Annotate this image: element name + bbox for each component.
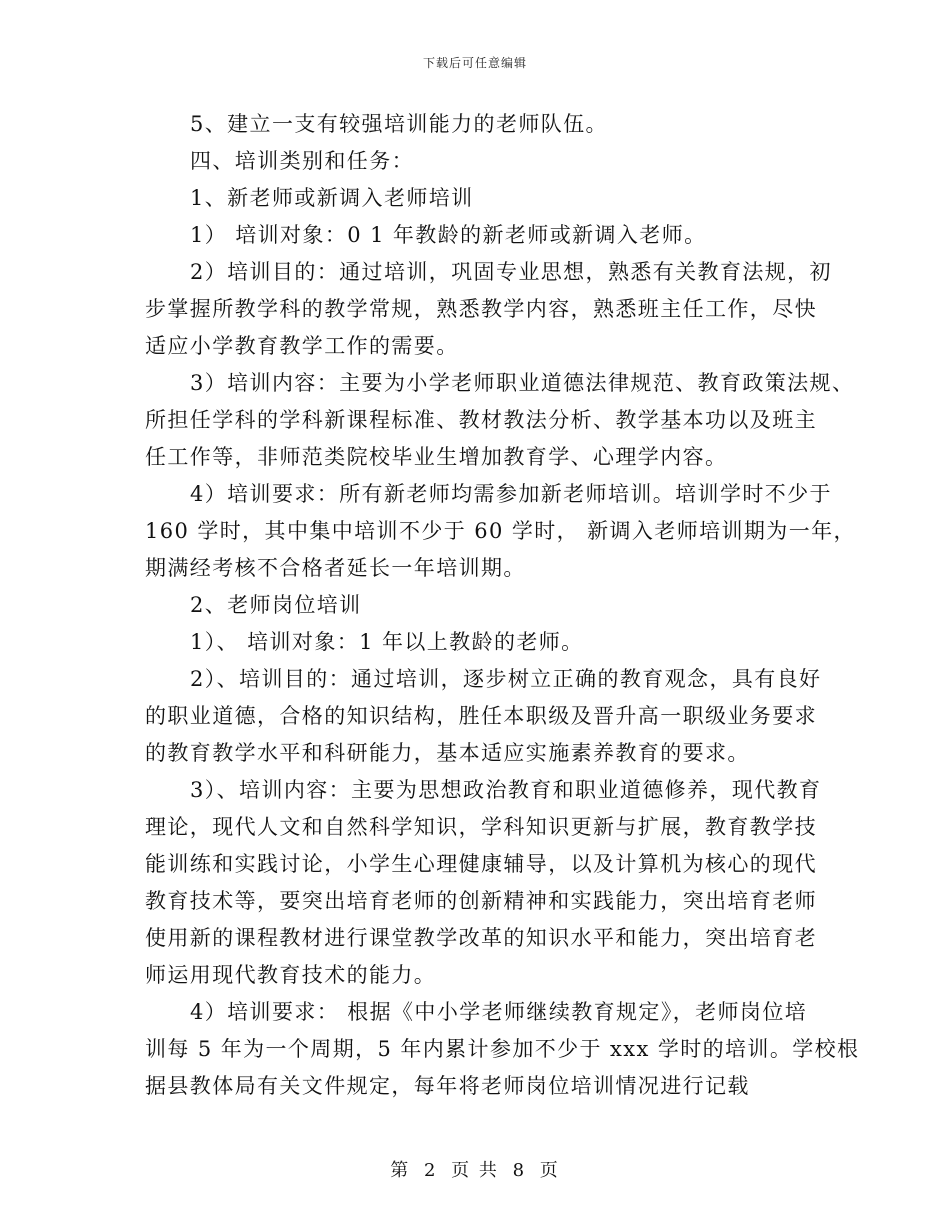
paragraph-line: 160 学时，其中集中培训不少于 60 学时， 新调入老师培训期为一年， <box>145 519 856 543</box>
footer-suffix: 页 <box>539 1160 560 1181</box>
paragraph-line: 任工作等，非师范类院校毕业生增加教育学、心理学内容。 <box>145 445 728 469</box>
paragraph-line: 4）培训要求： 根据《中小学老师继续教育规定》，老师岗位培 <box>190 1000 808 1024</box>
paragraph-line: 适应小学教育教学工作的需要。 <box>145 334 459 358</box>
paragraph-line: 2）、培训目的：通过培训，逐步树立正确的教育观念，具有良好 <box>190 667 822 691</box>
paragraph-line: 使用新的课程教材进行课堂教学改革的知识水平和能力，突出培育老 <box>145 926 817 950</box>
footer-total-pages: 8 <box>512 1160 527 1181</box>
paragraph-line: 1）、 培训对象：1 年以上教龄的老师。 <box>190 630 584 654</box>
footer-prefix: 第 <box>390 1160 411 1181</box>
subsection-heading: 1、新老师或新调入老师培训 <box>190 186 474 210</box>
paragraph-line: 期满经考核不合格者延长一年培训期。 <box>145 556 526 580</box>
paragraph-line: 教育技术等，要突出培育老师的创新精神和实践能力，突出培育老师 <box>145 889 817 913</box>
paragraph-line: 据县教体局有关文件规定，每年将老师岗位培训情况进行记载 <box>145 1074 750 1098</box>
paragraph-line: 1） 培训对象：0 1 年教龄的新老师或新调入老师。 <box>190 223 707 247</box>
page-header-note: 下载后可任意编辑 <box>422 56 527 70</box>
paragraph-line: 训每 5 年为一个周期，5 年内累计参加不少于 xxx 学时的培训。学校根 <box>145 1037 860 1061</box>
paragraph-line: 3）培训内容：主要为小学老师职业道德法律规范、教育政策法规、 <box>190 371 855 395</box>
paragraph-line: 4）培训要求：所有新老师均需参加新老师培训。培训学时不少于 <box>190 482 832 506</box>
page-footer <box>0 1156 950 1182</box>
section-heading: 四、培训类别和任务： <box>190 149 414 173</box>
paragraph-line: 2）培训目的：通过培训，巩固专业思想，熟悉有关教育法规，初 <box>190 260 832 284</box>
paragraph-line: 的教育教学水平和科研能力，基本适应实施素养教育的要求。 <box>145 741 750 765</box>
paragraph-line: 能训练和实践讨论，小学生心理健康辅导，以及计算机为核心的现代 <box>145 852 817 876</box>
paragraph-line: 的职业道德，合格的知识结构，胜任本职级及晋升高一职级业务要求 <box>145 704 817 728</box>
subsection-heading: 2、老师岗位培训 <box>190 593 362 617</box>
paragraph-line: 理论，现代人文和自然科学知识，学科知识更新与扩展，教育教学技 <box>145 815 817 839</box>
paragraph-line: 师运用现代教育技术的能力。 <box>145 963 437 987</box>
paragraph-line: 5、建立一支有较强培训能力的老师队伍。 <box>190 112 608 136</box>
footer-page-number: 2 <box>423 1160 438 1181</box>
paragraph-line: 步掌握所教学科的教学常规，熟悉教学内容，熟悉班主任工作，尽快 <box>145 297 817 321</box>
footer-mid: 页 共 <box>451 1160 499 1181</box>
paragraph-line: 所担任学科的学科新课程标准、教材教法分析、教学基本功以及班主 <box>145 408 817 432</box>
paragraph-line: 3）、培训内容：主要为思想政治教育和职业道德修养，现代教育 <box>190 778 822 802</box>
